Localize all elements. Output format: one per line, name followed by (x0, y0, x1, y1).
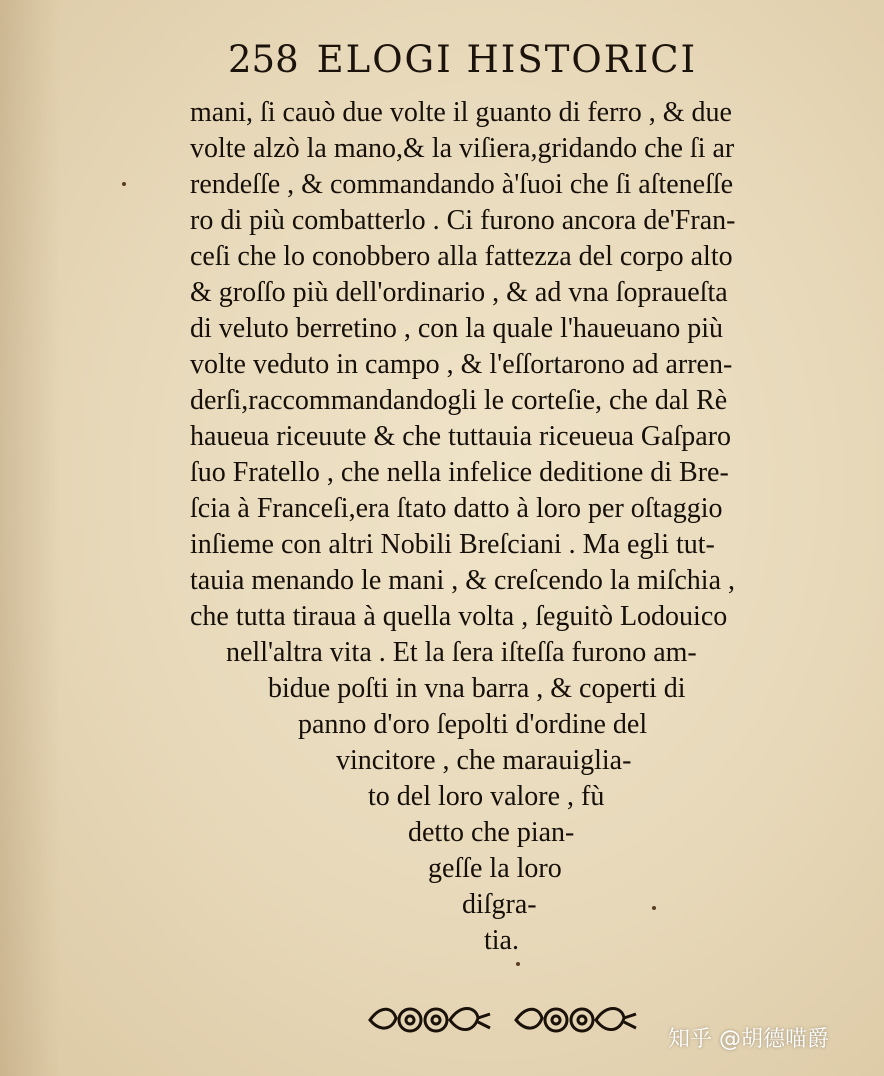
text-line: derſi,raccommandandogli le corteſie, che dal Rè (190, 385, 728, 416)
ink-speck (652, 906, 656, 910)
text-line: tia. (484, 925, 519, 956)
text-line: rendeſſe , & commandando à'ſuoi che ſi aſteneſſe (190, 169, 734, 200)
text-line: volte alzò la mano,& la viſiera,gridando che ſi ar (190, 133, 735, 164)
ink-speck (122, 182, 126, 186)
page-edge-shadow (0, 0, 60, 1076)
text-line: panno d'oro ſepolti d'ordine del (298, 709, 648, 740)
text-line: diſgra- (462, 889, 537, 920)
text-line: vincitore , che marauiglia- (336, 745, 632, 776)
text-line: bidue poſti in vna barra , & coperti di (268, 673, 686, 704)
text-line: di veluto berretino , con la quale l'haueuano più (190, 313, 723, 344)
text-line: & groſſo più dell'ordinario , & ad vna ſopraueſta (190, 277, 728, 308)
running-header (228, 38, 697, 81)
text-line: ro di più combatterlo . Ci furono ancora de'Fran- (190, 205, 736, 236)
text-line: ſcia à Franceſi,era ſtato datto à loro per oſtaggio (190, 493, 723, 524)
text-line: geſſe la loro (428, 853, 562, 884)
text-line: haueua riceuute & che tuttauia riceueua Gaſparo (190, 421, 732, 452)
text-line: mani, ſi cauò due volte il guanto di ferro , & due (190, 97, 732, 128)
ink-speck (516, 962, 520, 966)
text-line: nell'altra vita . Et la ſera iſteſſa furono am- (226, 637, 697, 668)
text-line: ceſi che lo conobbero alla fattezza del corpo alto (190, 241, 733, 272)
watermark: 知乎 @胡德喵爵 (668, 1027, 829, 1052)
text-line: volte veduto in campo , & l'eſſortarono ad arren- (190, 349, 733, 380)
text-line: inſieme con altri Nobili Breſciani . Ma egli tut- (190, 529, 715, 560)
page-number: 258 (228, 38, 299, 81)
text-line: tauia menando le mani , & creſcendo la miſchia , (190, 565, 736, 596)
text-line: ſuo Fratello , che nella infelice deditione di Bre- (190, 457, 729, 488)
running-title: ELOGI HISTORICI (316, 38, 698, 81)
text-line: che tutta tiraua à quella volta , ſeguitò Lodouico (190, 601, 728, 632)
text-line: to del loro valore , fù (368, 781, 605, 812)
text-line: detto che pian- (408, 817, 575, 848)
